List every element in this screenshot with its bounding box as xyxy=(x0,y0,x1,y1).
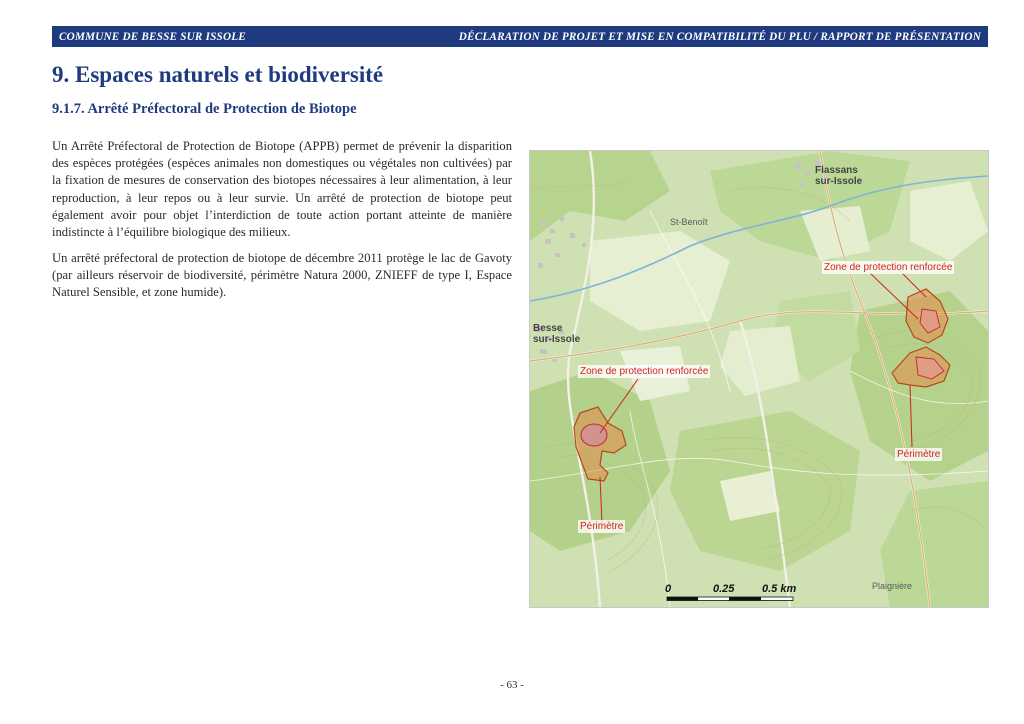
place-sur-issole: sur-Issole xyxy=(533,334,581,345)
map-base xyxy=(530,151,988,607)
place-flassans-sur-issole: sur-Issole xyxy=(815,176,863,187)
scale-mid: 0.25 xyxy=(713,583,735,595)
label-zone-protection-left: Zone de protection renforcée xyxy=(580,366,709,377)
paragraph-gavoty: Un arrêté préfectoral de protection de biotope de décembre 2011 protège le lac de Gavoty (par ailleurs réservoir de biodiversité, périmètre Natura 2000, ZNIEFF de type I, Espace Naturel Sensible, et zone humide). xyxy=(52,251,512,300)
page-number: - 63 - xyxy=(500,679,524,691)
label-perimetre-left: Périmètre xyxy=(580,521,624,532)
place-plaigniere: Plaignière xyxy=(872,581,913,591)
paragraph-appb-definition: Un Arrêté Préfectoral de Protection de Biotope (APPB) permet de prévenir la disparition des espèces protégées (espèces animales non domestiques ou végétales non cultivées) par la fixation de mesures de conservation des biotopes nécessaires à leur alimentation, à leur reproduction, à leur repos ou à leur survie. Un arrêté de protection de biotope peut également avoir pour objet l’interdiction de toute action portant atteinte de manière indistincte à l’équilibre biologique des milieux. xyxy=(52,139,512,240)
label-zone-protection-right: Zone de protection renforcée xyxy=(824,262,953,273)
header-commune: COMMUNE DE BESSE SUR ISSOLE xyxy=(59,30,246,43)
place-besse: Besse xyxy=(533,323,563,334)
header-document-title: DÉCLARATION DE PROJET ET MISE EN COMPATIBILITÉ DU PLU / RAPPORT DE PRÉSENTATION xyxy=(458,30,981,43)
section-title: 9. Espaces naturels et biodiversité xyxy=(52,62,384,87)
scale-end: 0.5 km xyxy=(762,583,797,595)
place-flassans: Flassans xyxy=(815,165,858,176)
biotope-map xyxy=(529,150,989,608)
header-bar xyxy=(52,26,988,47)
place-st-benoit: St-Benoît xyxy=(670,217,708,227)
label-perimetre-right: Périmètre xyxy=(897,449,941,460)
scale-zero: 0 xyxy=(665,583,672,595)
subsection-title: 9.1.7. Arrêté Préfectoral de Protection de Biotope xyxy=(52,101,357,117)
